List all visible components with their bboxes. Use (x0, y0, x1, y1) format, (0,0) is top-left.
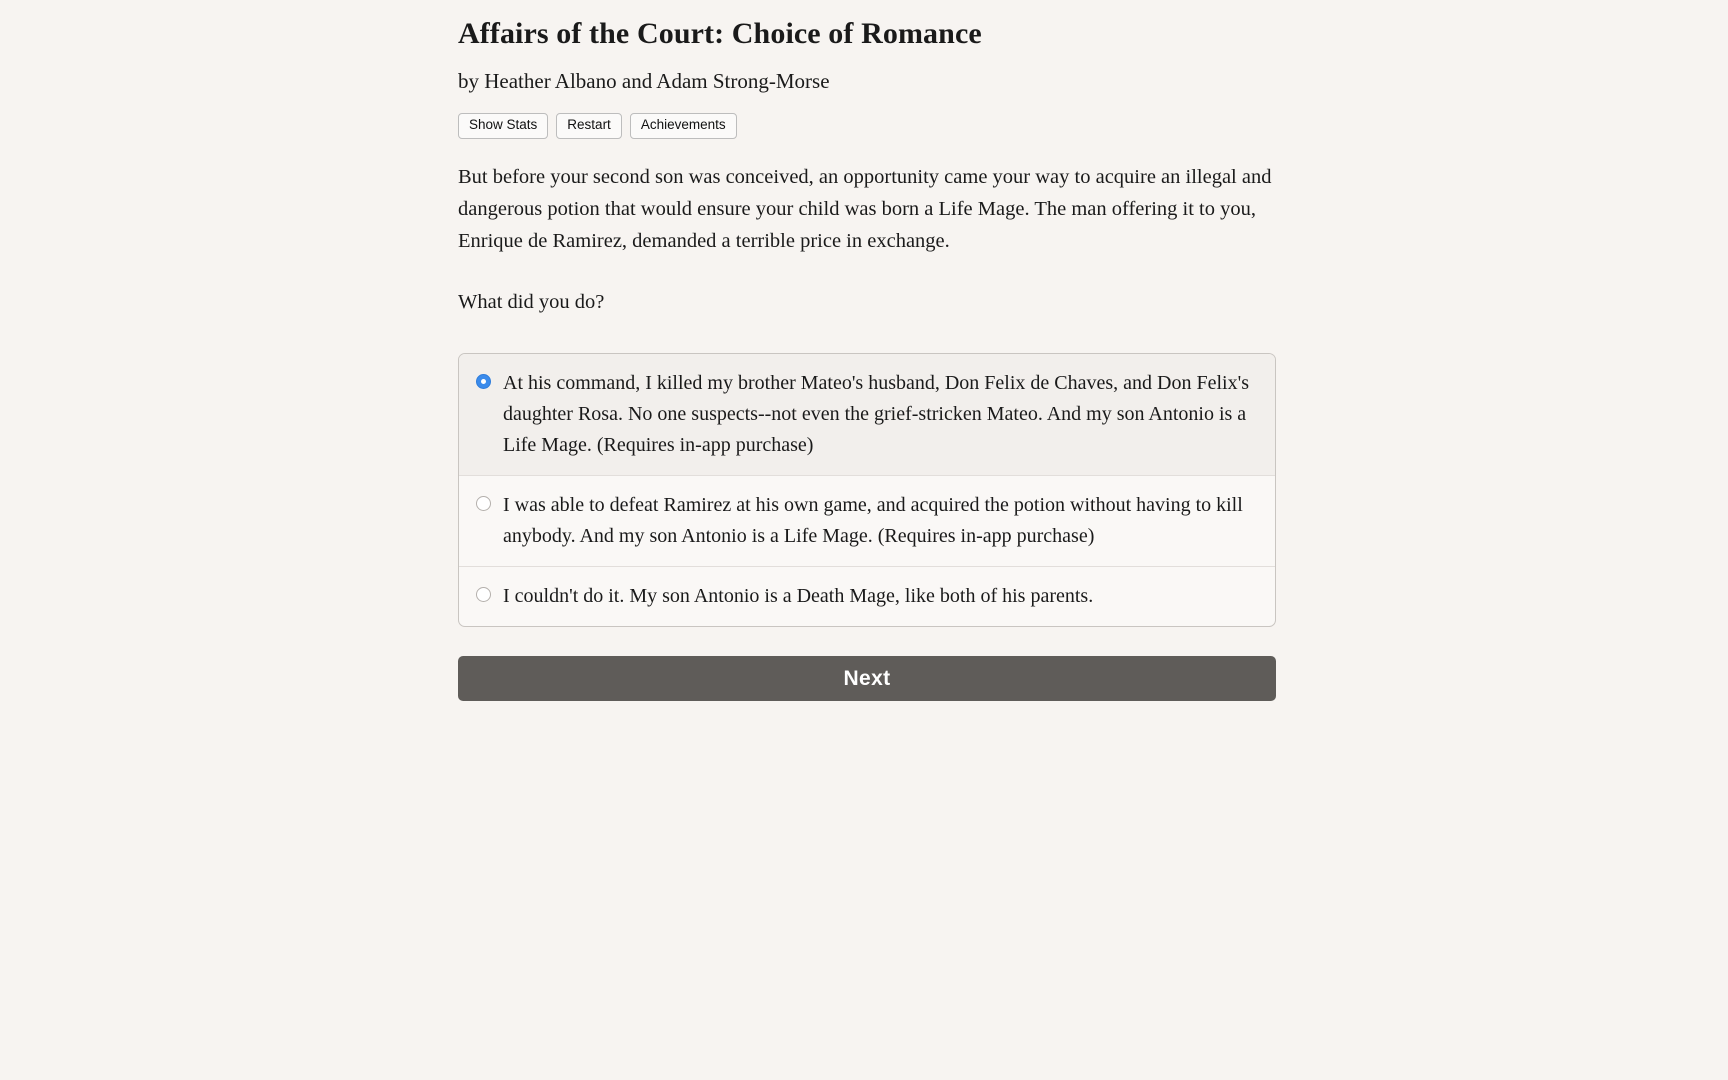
author-byline: by Heather Albano and Adam Strong-Morse (458, 69, 830, 93)
choice-option-1[interactable] (459, 354, 1275, 476)
radio-button-icon[interactable] (476, 496, 491, 511)
story-paragraph: But before your second son was conceived, an opportunity came your way to acquire an illegal and dangerous potion that would ensure your child was born a Life Mage. The man offering it to you, Enrique de Ramirez, demanded a terrible price in exchange. (458, 166, 1272, 252)
restart-button[interactable]: Restart (556, 113, 622, 139)
show-stats-button[interactable]: Show Stats (458, 113, 548, 139)
choice-option-3[interactable] (459, 567, 1275, 626)
page-title: Affairs of the Court: Choice of Romance (458, 17, 982, 50)
story-question: What did you do? (458, 291, 605, 314)
toolbar (458, 113, 1276, 139)
radio-button-icon[interactable] (476, 374, 491, 389)
story-container (458, 0, 1276, 701)
choice-list (458, 353, 1276, 627)
choice-option-label: I couldn't do it. My son Antonio is a Death Mage, like both of his parents. (503, 585, 1094, 608)
next-button[interactable]: Next (458, 656, 1276, 701)
achievements-button[interactable]: Achievements (630, 113, 737, 139)
choice-option-2[interactable] (459, 476, 1275, 567)
radio-button-icon[interactable] (476, 587, 491, 602)
choice-option-label: At his command, I killed my brother Mateo's husband, Don Felix de Chaves, and Don Felix's daughter Rosa. No one suspects--not even the grief-stricken Mateo. And my son Antonio is a Life Mage. (Requires in-app purchase) (503, 372, 1249, 457)
choice-option-label: I was able to defeat Ramirez at his own game, and acquired the potion without having to kill anybody. And my son Antonio is a Life Mage. (Requires in-app purchase) (503, 494, 1243, 548)
